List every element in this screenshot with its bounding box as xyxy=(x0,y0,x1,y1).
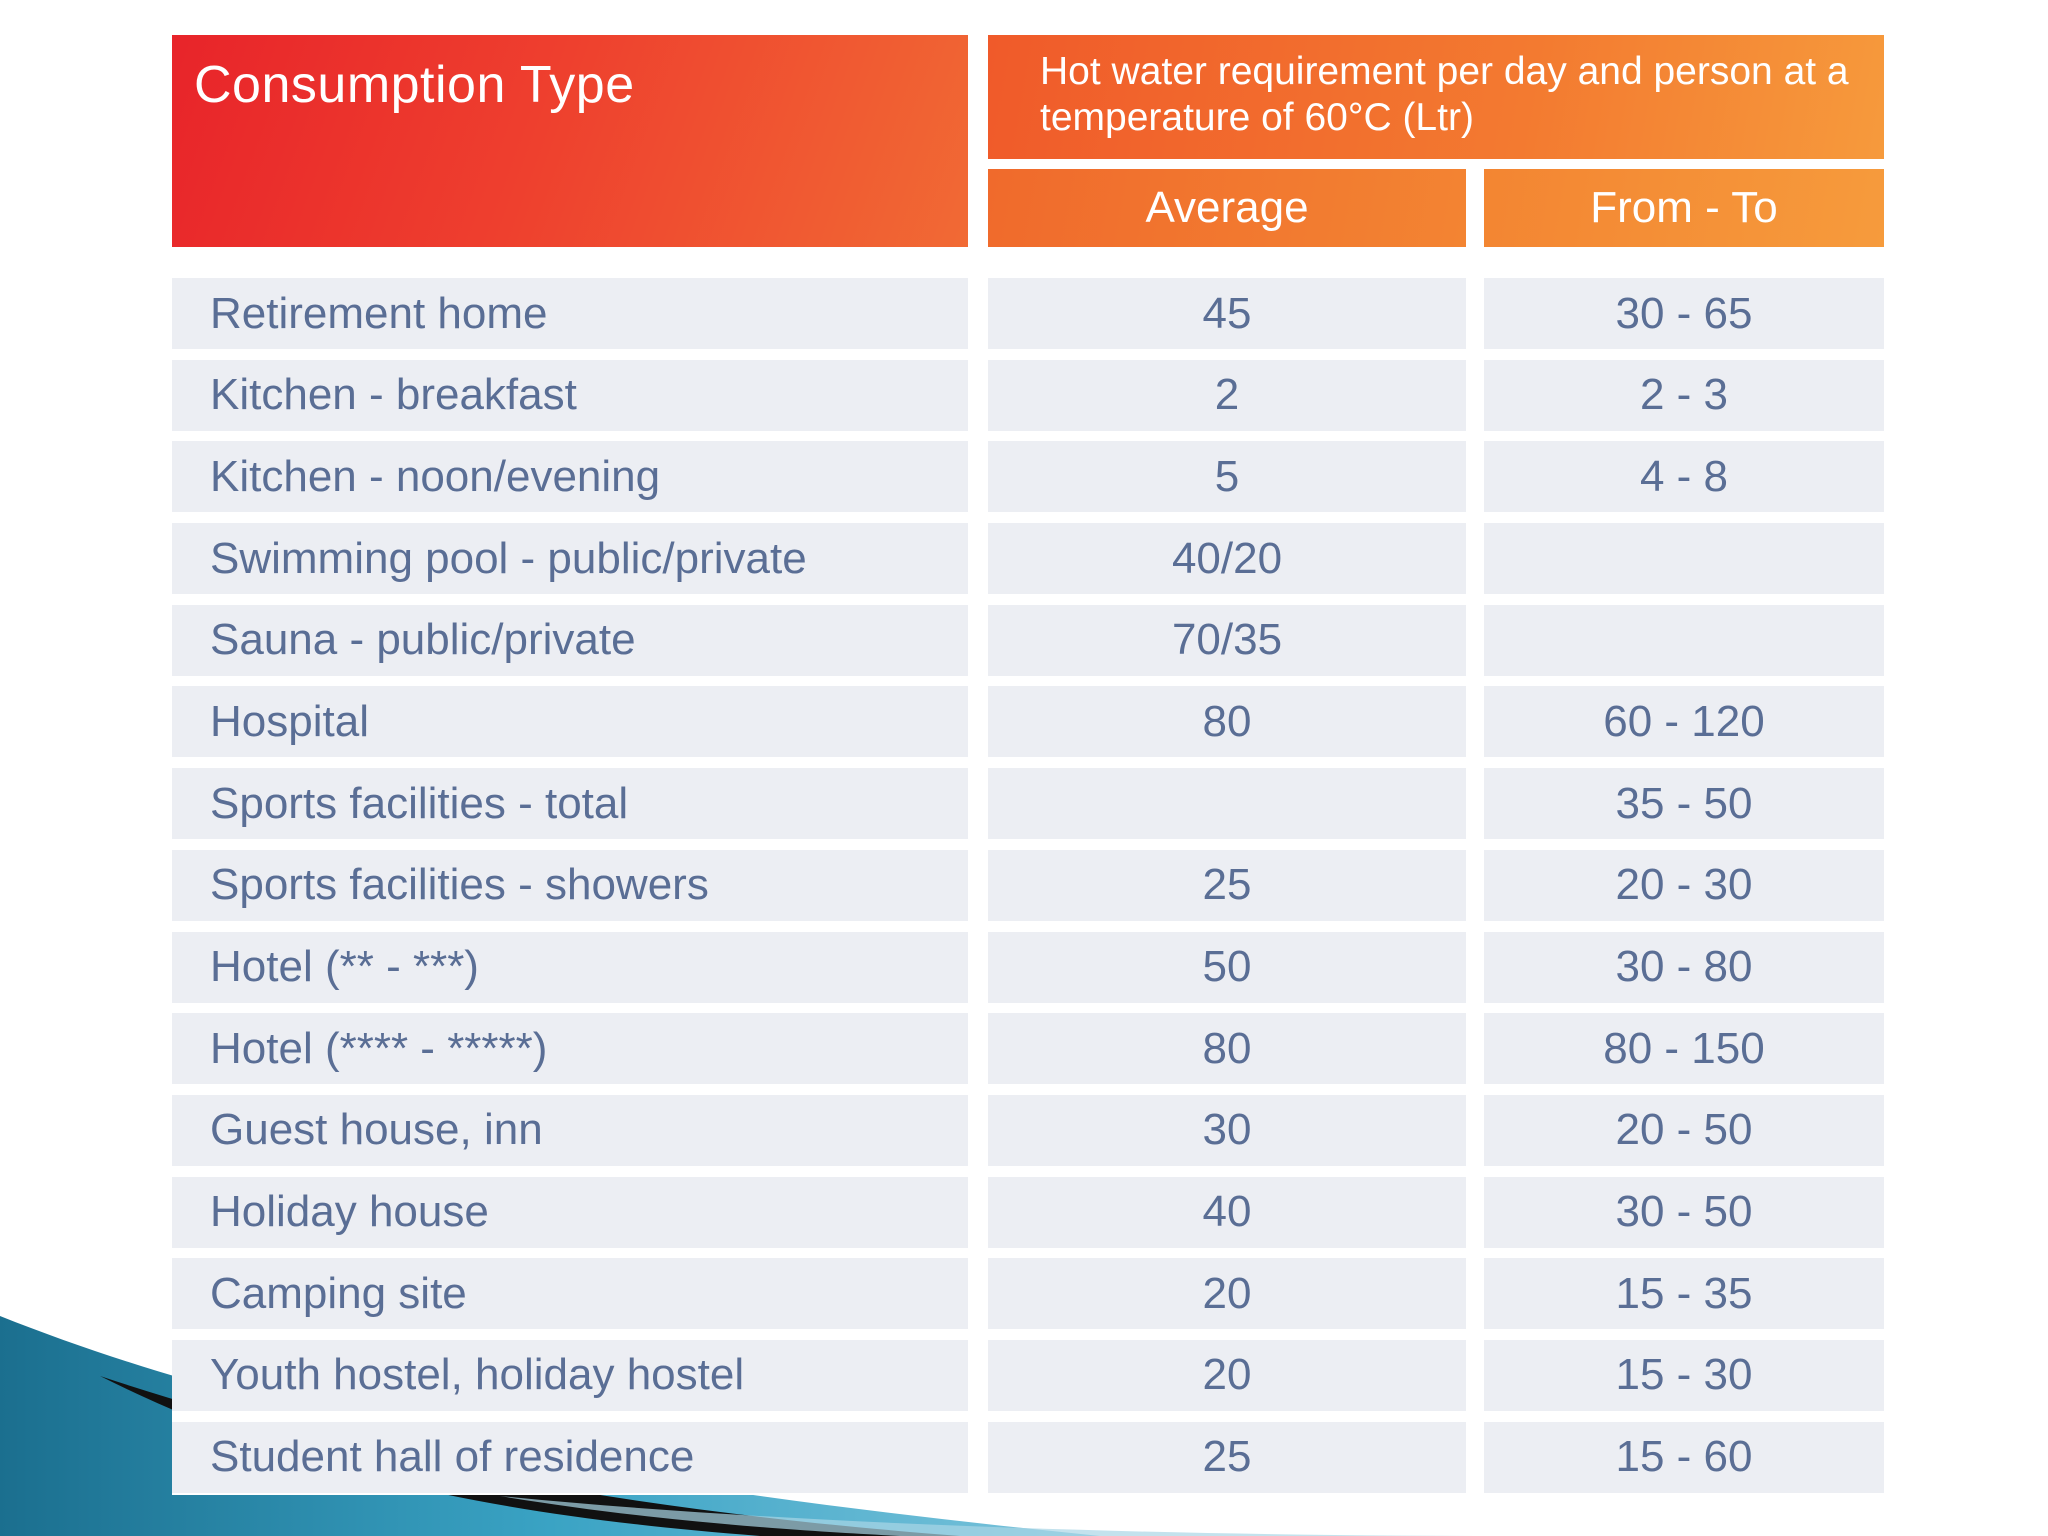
cell-consumption-type: Sauna - public/private xyxy=(172,605,968,676)
cell-consumption-type: Sports facilities - total xyxy=(172,768,968,839)
cell-from-to: 2 - 3 xyxy=(1484,360,1884,431)
cell-consumption-type: Student hall of residence xyxy=(172,1422,968,1493)
header-hot-water-requirement: Hot water requirement per day and person at a temperature of 60°C (Ltr) xyxy=(988,35,1884,159)
cell-from-to: 60 - 120 xyxy=(1484,686,1884,757)
table-row xyxy=(172,1007,1884,1089)
cell-average: 80 xyxy=(988,686,1466,757)
cell-consumption-type: Hotel (**** - *****) xyxy=(172,1013,968,1084)
cell-average: 5 xyxy=(988,441,1466,512)
cell-average: 70/35 xyxy=(988,605,1466,676)
cell-consumption-type: Sports facilities - showers xyxy=(172,850,968,921)
cell-average: 30 xyxy=(988,1095,1466,1166)
header-from-to: From - To xyxy=(1484,169,1884,247)
table-row xyxy=(172,517,1884,599)
cell-consumption-type: Retirement home xyxy=(172,278,968,349)
cell-average: 50 xyxy=(988,932,1466,1003)
table-row xyxy=(172,680,1884,762)
table-row xyxy=(172,1334,1884,1416)
cell-from-to xyxy=(1484,605,1884,676)
table-row xyxy=(172,762,1884,844)
cell-average: 25 xyxy=(988,850,1466,921)
table-row xyxy=(172,1089,1884,1171)
cell-from-to: 20 - 30 xyxy=(1484,850,1884,921)
cell-from-to: 4 - 8 xyxy=(1484,441,1884,512)
table-row xyxy=(172,926,1884,1008)
cell-from-to: 80 - 150 xyxy=(1484,1013,1884,1084)
cell-consumption-type: Hotel (** - ***) xyxy=(172,932,968,1003)
hot-water-table xyxy=(172,35,1884,1495)
table-body xyxy=(172,272,1884,1497)
cell-consumption-type: Kitchen - breakfast xyxy=(172,360,968,431)
cell-from-to: 30 - 65 xyxy=(1484,278,1884,349)
header-consumption-type: Consumption Type xyxy=(172,35,968,247)
table-row xyxy=(172,354,1884,436)
table-row xyxy=(172,272,1884,354)
cell-average: 20 xyxy=(988,1258,1466,1329)
cell-from-to: 15 - 60 xyxy=(1484,1422,1884,1493)
cell-consumption-type: Hospital xyxy=(172,686,968,757)
table-row xyxy=(172,1171,1884,1253)
cell-average: 25 xyxy=(988,1422,1466,1493)
table-row xyxy=(172,599,1884,681)
cell-average: 2 xyxy=(988,360,1466,431)
cell-from-to: 15 - 30 xyxy=(1484,1340,1884,1411)
cell-average: 45 xyxy=(988,278,1466,349)
cell-from-to: 35 - 50 xyxy=(1484,768,1884,839)
cell-from-to xyxy=(1484,523,1884,594)
cell-from-to: 30 - 80 xyxy=(1484,932,1884,1003)
cell-average xyxy=(988,768,1466,839)
cell-average: 40 xyxy=(988,1177,1466,1248)
table-row xyxy=(172,1416,1884,1498)
cell-consumption-type: Camping site xyxy=(172,1258,968,1329)
cell-consumption-type: Guest house, inn xyxy=(172,1095,968,1166)
header-average: Average xyxy=(988,169,1466,247)
table-row xyxy=(172,844,1884,926)
cell-consumption-type: Holiday house xyxy=(172,1177,968,1248)
cell-consumption-type: Youth hostel, holiday hostel xyxy=(172,1340,968,1411)
cell-average: 40/20 xyxy=(988,523,1466,594)
cell-from-to: 30 - 50 xyxy=(1484,1177,1884,1248)
cell-average: 20 xyxy=(988,1340,1466,1411)
cell-average: 80 xyxy=(988,1013,1466,1084)
cell-from-to: 15 - 35 xyxy=(1484,1258,1884,1329)
cell-from-to: 20 - 50 xyxy=(1484,1095,1884,1166)
cell-consumption-type: Kitchen - noon/evening xyxy=(172,441,968,512)
cell-consumption-type: Swimming pool - public/private xyxy=(172,523,968,594)
table-row xyxy=(172,435,1884,517)
table-row xyxy=(172,1252,1884,1334)
